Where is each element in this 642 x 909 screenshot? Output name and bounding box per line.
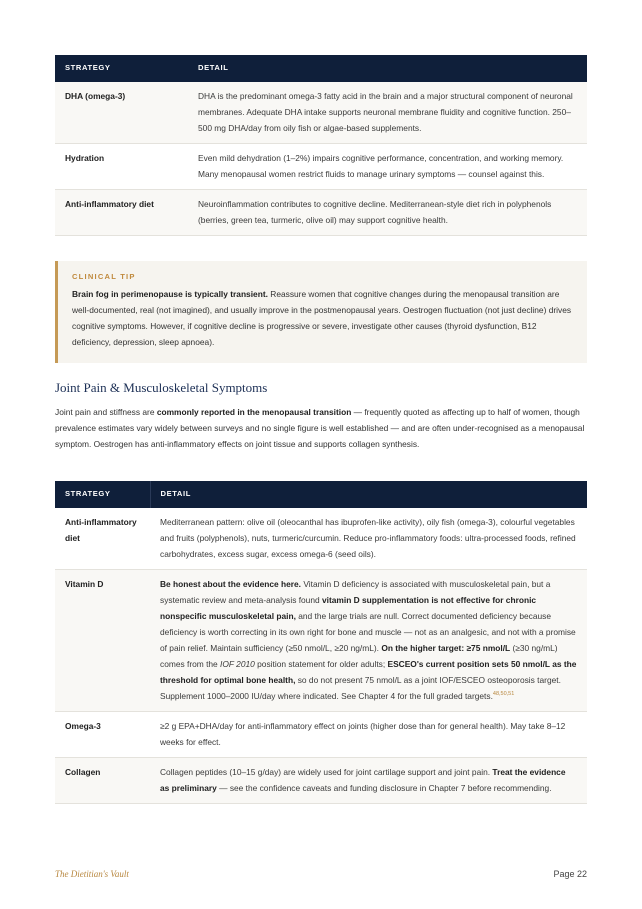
detail-italic: IOF 2010 xyxy=(220,658,255,669)
strategy-cell: Anti-inflammatory diet xyxy=(55,189,188,235)
strategy-cell: Collagen xyxy=(55,757,150,803)
detail-cell: Even mild dehydration (1–2%) impairs cognitive performance, concentration, and working memory. Many menopausal women restrict fluids to manage urinary symptoms — counsel against this. xyxy=(188,143,587,189)
table-row xyxy=(55,189,587,235)
para-bold: commonly reported in the menopausal transition xyxy=(156,407,352,417)
detail-cell: DHA is the predominant omega-3 fatty acid in the brain and a major structural component of neuronal membranes. Adequate DHA intake supports neuronal membrane fluidity and cognitive function. 250–500 mg DHA/day from oily fish or algae-based supplements. xyxy=(188,82,587,143)
para-text: Joint pain and stiffness are xyxy=(55,407,157,417)
footer-brand: The Dietitian's Vault xyxy=(55,869,129,879)
clinical-tip-text: Reassure women that cognitive changes during the menopausal transition are well-documented, real (not imagined), and usually improve in the postmenopausal years. Oestrogen fluctuation (not just decline) drives cognitive symptoms. However, if cognitive decline is progressive or severe, investigate other causes (thyroid dysfunction, B12 deficiency, depression, sleep apnoea). xyxy=(72,289,572,347)
detail-cell xyxy=(150,569,587,711)
brain-strategy-table xyxy=(55,55,587,236)
clinical-tip-label: CLINICAL TIP xyxy=(72,272,136,281)
strategy-cell: DHA (omega-3) xyxy=(55,82,188,143)
detail-text: Vitamin D deficiency is associated with musculoskeletal pain, but a systematic review and meta-analysis found xyxy=(160,578,551,605)
detail-cell: ≥2 g EPA+DHA/day for anti-inflammatory effect on joints (higher dose than for general health). May take 8–12 weeks for effect. xyxy=(150,711,587,757)
table-row xyxy=(55,569,587,711)
detail-cell: Mediterranean pattern: olive oil (oleocanthal has ibuprofen-like activity), oily fish (omega-3), colourful vegetables and fruits (polyphenols), nuts, turmeric/curcumin. Reduce pro-inflammatory foods: ultra-processed foods, refined carbohydrates, excess sugar, excess omega-6 (seed oils). xyxy=(150,508,587,569)
section-heading: Joint Pain & Musculoskeletal Symptoms xyxy=(55,380,268,395)
detail-bold: Be honest about the evidence here. xyxy=(160,578,302,589)
detail-text: — see the confidence caveats and funding disclosure in Chapter 7 before recommending. xyxy=(216,782,552,793)
table-row xyxy=(55,757,587,803)
strategy-header: STRATEGY xyxy=(55,481,150,508)
strategy-cell: Vitamin D xyxy=(55,569,150,711)
detail-bold: ESCEO's current position sets 50 nmol/L as the threshold for optimal bone health, xyxy=(160,658,577,685)
reference-superscript[interactable]: 48,50,51 xyxy=(492,690,515,697)
detail-text: (≥30 ng/mL) comes from the xyxy=(160,642,558,669)
detail-header: DETAIL xyxy=(150,481,587,508)
detail-bold: Treat the evidence as preliminary xyxy=(160,766,566,793)
detail-bold: On the higher target: ≥75 nmol/L xyxy=(381,642,511,653)
detail-bold: vitamin D supplementation is not effective for chronic nonspecific musculoskeletal pain, xyxy=(160,594,537,621)
table-row xyxy=(55,82,587,143)
table-header-row xyxy=(55,55,587,82)
detail-text: Collagen peptides (10–15 g/day) are widely used for joint cartilage support and joint pain. xyxy=(160,766,493,777)
table-row xyxy=(55,143,587,189)
detail-cell: Neuroinflammation contributes to cognitive decline. Mediterranean-style diet rich in polyphenols (berries, green tea, turmeric, olive oil) may support cognitive health. xyxy=(188,189,587,235)
clinical-tip-lead: Brain fog in perimenopause is typically transient. xyxy=(72,289,268,299)
strategy-cell: Omega-3 xyxy=(55,711,150,757)
table-header-row xyxy=(55,481,587,508)
section-paragraph xyxy=(55,405,587,453)
detail-cell xyxy=(150,757,587,803)
strategy-cell: Hydration xyxy=(55,143,188,189)
detail-text: and the large trials are null. Correct documented deficiency because deficiency is worth correcting in its own right for bone and muscle — not as an analgesic, and not with a promise of pain relief. Maintain sufficiency (≥50 nmol/L, ≥20 ng/mL). xyxy=(160,610,576,653)
clinical-tip-body xyxy=(72,287,573,351)
joint-strategy-table xyxy=(55,481,587,804)
table-row xyxy=(55,711,587,757)
detail-text: so do not present 75 nmol/L as a joint IOF/ESCEO osteoporosis target. Supplement 1000–2000 IU/day where indicated. See Chapter 4 for the full graded targets. xyxy=(160,674,561,701)
page-number: Page 22 xyxy=(553,869,587,879)
strategy-header: STRATEGY xyxy=(55,55,188,82)
detail-text: position statement for older adults; xyxy=(254,658,388,669)
para-text: — frequently quoted as affecting up to half of women, though prevalence estimates vary widely between surveys and no single figure is well established — and are often under-recognised as a menopausal symptom. Oestrogen has anti-inflammatory effects on joint tissue and supports collagen synthesis. xyxy=(55,407,585,449)
strategy-cell: Anti-inflammatory diet xyxy=(55,508,150,569)
clinical-tip-box xyxy=(55,261,587,363)
table-row xyxy=(55,508,587,569)
detail-header: DETAIL xyxy=(188,55,587,82)
